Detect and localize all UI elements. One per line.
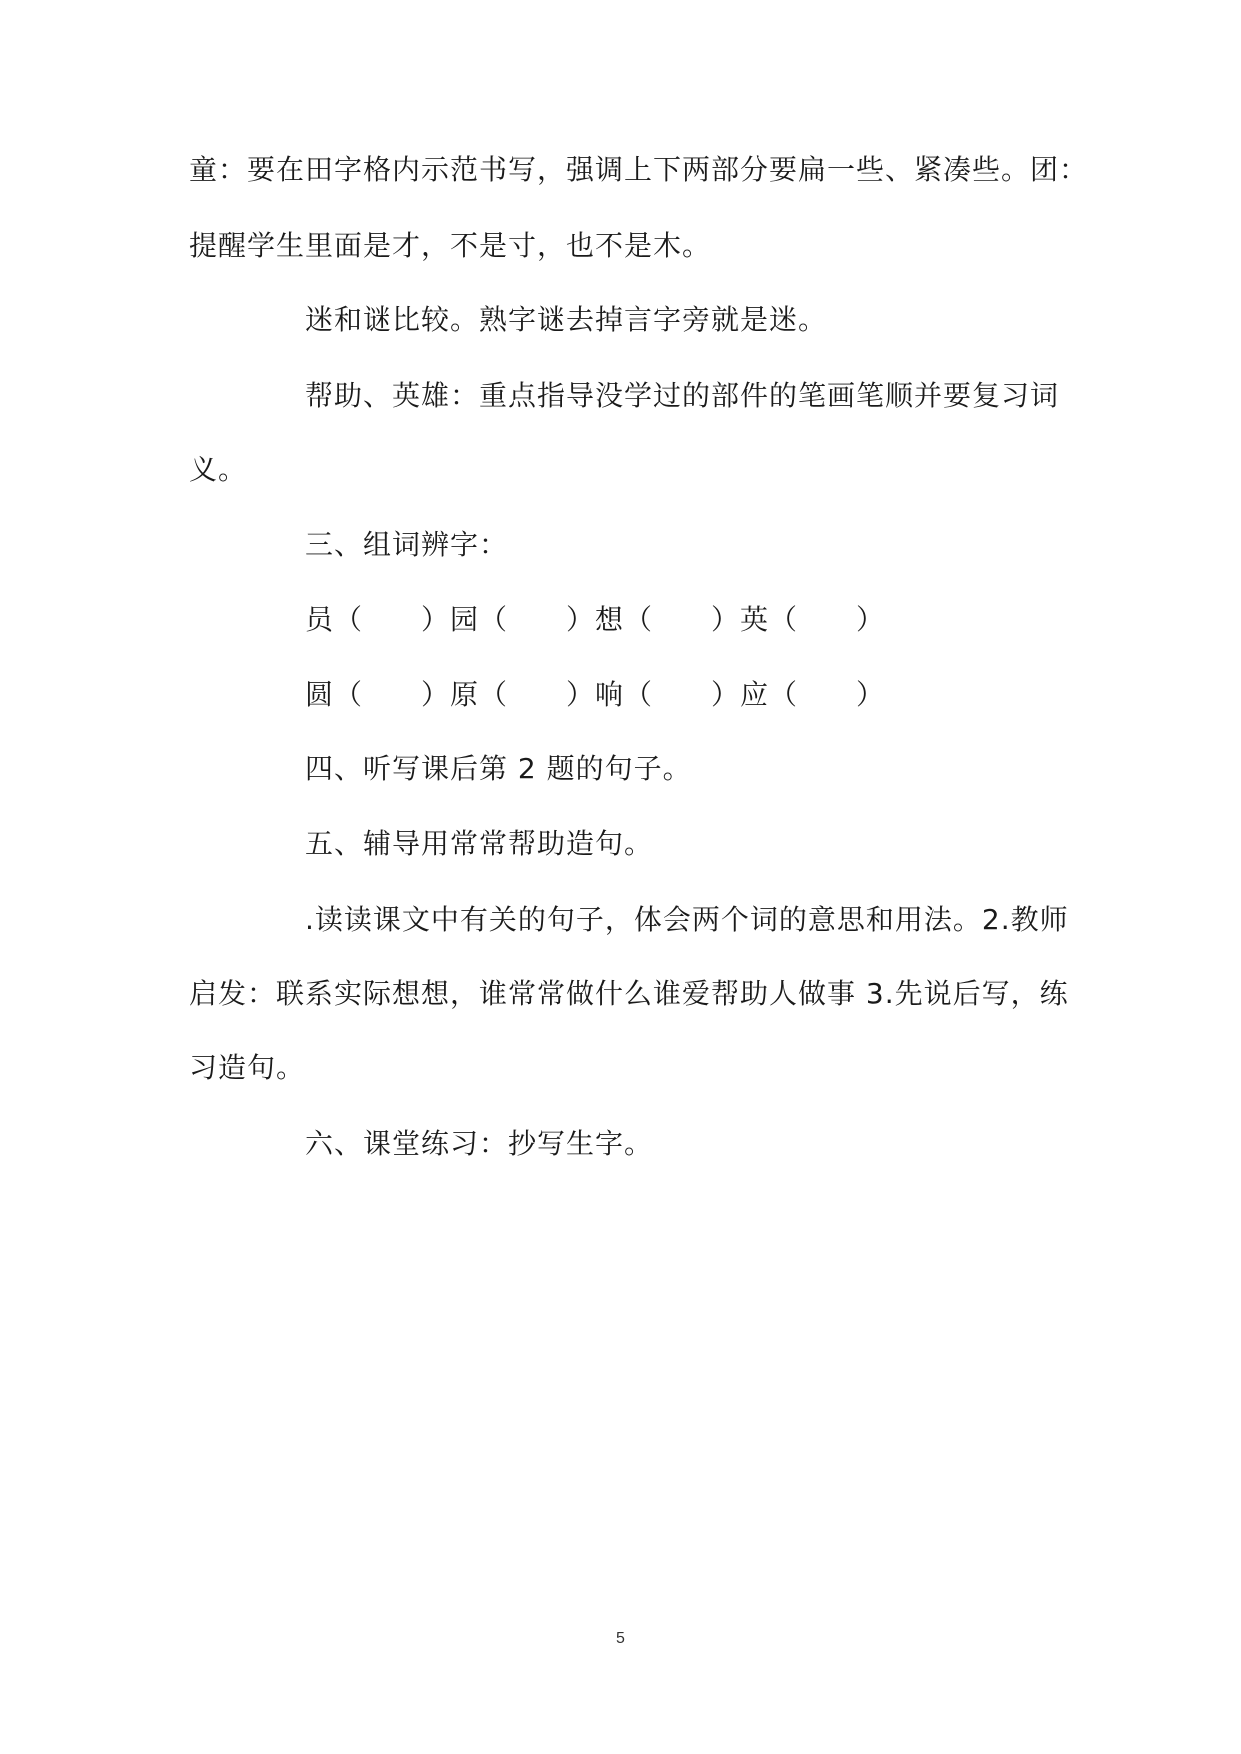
word-exercise-row-1: 员（ ）园（ ）想（ ）英（ ） [305, 603, 886, 636]
section-three-heading: 三、组词辨字： [305, 528, 509, 561]
section-six-heading: 六、课堂练习：抄写生字。 [305, 1127, 654, 1160]
paragraph-bangzhu-line2: 义。 [189, 453, 248, 486]
section-four-heading: 四、听写课后第 2 题的句子。 [305, 752, 692, 785]
section-five-heading: 五、辅导用常常帮助造句。 [305, 827, 654, 860]
paragraph-mi-compare: 迷和谜比较。熟字谜去掉言字旁就是迷。 [305, 303, 828, 336]
paragraph-tong-line1: 童：要在田字格内示范书写，强调上下两部分要扁一些、紧凑些。团： [189, 153, 1089, 186]
paragraph-tong-line2: 提醒学生里面是才，不是寸，也不是木。 [189, 229, 712, 262]
paragraph-steps-line1: .读读课文中有关的句子，体会两个词的意思和用法。2.教师 [305, 903, 1069, 936]
paragraph-bangzhu-line1: 帮助、英雄：重点指导没学过的部件的笔画笔顺并要复习词 [305, 379, 1060, 412]
paragraph-steps-line2: 启发：联系实际想想，谁常常做什么谁爱帮助人做事 3.先说后写，练 [189, 977, 1069, 1010]
paragraph-steps-line3: 习造句。 [189, 1051, 306, 1084]
page-number: 5 [616, 1630, 625, 1647]
word-exercise-row-2: 圆（ ）原（ ）响（ ）应（ ） [305, 678, 886, 711]
